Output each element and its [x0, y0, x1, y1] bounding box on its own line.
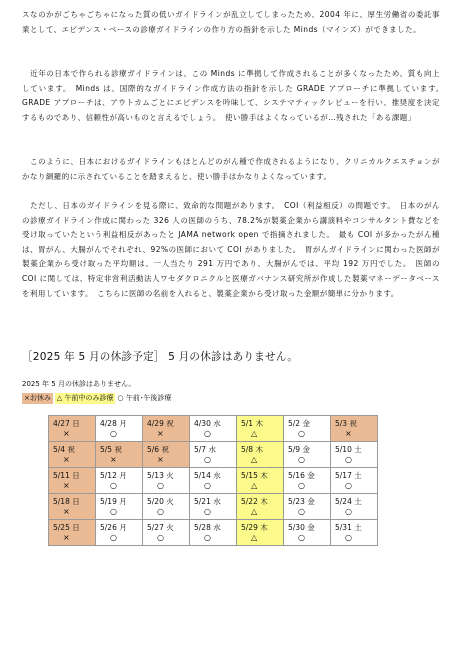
calendar-day-cell [331, 468, 378, 494]
calendar-day-status-mark: × [157, 455, 164, 464]
calendar-day-cell [49, 520, 96, 546]
calendar-day-status-mark: ○ [110, 507, 117, 516]
legend-closed: ×お休み [24, 394, 51, 402]
calendar-day-date: 5/18 日 [53, 497, 80, 506]
calendar-day-status-mark: ○ [298, 533, 305, 542]
calendar-day-date: 4/30 水 [194, 419, 221, 428]
calendar-day-cell [284, 468, 331, 494]
calendar-day-date: 5/21 水 [194, 497, 221, 506]
calendar-day-date: 5/14 水 [194, 471, 221, 480]
calendar-day-status-mark: △ [251, 481, 258, 490]
calendar-day-date: 5/30 金 [288, 523, 315, 532]
calendar-day-cell [143, 442, 190, 468]
calendar-day-status-mark: ○ [298, 429, 305, 438]
calendar-day-cell [237, 416, 284, 442]
calendar-day-status-mark: ○ [157, 481, 164, 490]
paragraph-usability: このように、日本におけるガイドラインもほとんどのがん種で作成されるようになり、クリニカルクエスチョンがかなり網羅的に示されていることを踏まえると、使い勝手はかなりよくなっています。 [22, 157, 440, 181]
calendar-day-date: 5/16 金 [288, 471, 315, 480]
calendar-day-status-mark: ○ [110, 481, 117, 490]
calendar-week-row [49, 494, 378, 520]
calendar-day-cell [96, 494, 143, 520]
calendar-day-cell [237, 520, 284, 546]
calendar-day-date: 5/27 火 [147, 523, 174, 532]
calendar-day-cell [190, 416, 237, 442]
calendar-day-cell [237, 494, 284, 520]
calendar-day-date: 5/7 水 [194, 445, 216, 454]
calendar-day-date: 5/19 月 [100, 497, 127, 506]
paragraph-minds-origin: スなのかがごちゃごちゃになった質の低いガイドラインが乱立してしまったため、2004 年に、厚生労働省の委託事業として、エビデンス・ベースの診療ガイドラインの作り方の指針を示した Minds（マインズ）ができました。 [22, 10, 440, 34]
calendar-day-date: 5/4 祝 [53, 445, 75, 454]
calendar-day-status-mark: ○ [157, 507, 164, 516]
calendar-day-cell [96, 468, 143, 494]
calendar-day-date: 5/25 日 [53, 523, 80, 532]
paragraph-coi-problem: ただし、日本のガイドラインを見る際に、致命的な問題があります。 COI（利益相反）の問題です。 日本のがんの診療ガイドライン作成に関わった 326 人の医師のうち、78.2%が製薬企業から講演料やコンサルタント費などを受け取っていたという利益相反があったと JAMA network open で指摘されました。 最も COI が多かったがん種は、胃がん、大腸がんでそれぞれ、92%の医師において COI がありました。 胃がんガイドラインに関わった医師が製薬企業から受け取った平均額は、一人当たり 291 万円であり、大腸がんでは、平均 192 万円でした。 医師の COI に関しては、特定非営利活動法人ワセダクロニクルと医療ガバナンス研究所が作成した製薬マネーデータベースを利用しています。 こちらに医師の名前を入れると、製薬企業から受け取った金額が簡単に分かります。 [22, 201, 440, 298]
calendar-day-date: 5/12 月 [100, 471, 127, 480]
calendar-day-cell [96, 416, 143, 442]
calendar-day-cell [331, 416, 378, 442]
calendar-day-status-mark: △ [251, 455, 258, 464]
calendar-day-status-mark: × [63, 429, 70, 438]
calendar-day-status-mark: ○ [204, 533, 211, 542]
calendar-week-row [49, 442, 378, 468]
calendar-day-date: 5/9 金 [288, 445, 310, 454]
calendar-day-date: 4/27 日 [53, 419, 80, 428]
calendar-day-status-mark: × [63, 533, 70, 542]
calendar-day-cell [284, 442, 331, 468]
calendar-day-cell [237, 468, 284, 494]
calendar-day-status-mark: ○ [204, 507, 211, 516]
calendar-day-date: 5/28 水 [194, 523, 221, 532]
calendar-day-cell [331, 520, 378, 546]
calendar-day-status-mark: × [63, 455, 70, 464]
calendar-day-status-mark: ○ [298, 507, 305, 516]
calendar-day-status-mark: ○ [345, 455, 352, 464]
calendar-day-cell [284, 494, 331, 520]
calendar-day-cell [190, 494, 237, 520]
calendar-day-status-mark: × [345, 429, 352, 438]
calendar-day-cell [96, 520, 143, 546]
calendar-day-date: 5/26 月 [100, 523, 127, 532]
calendar-day-cell [49, 416, 96, 442]
closure-schedule-heading: ［2025 年 5 月の休診予定］ 5 月の休診はありません。 [22, 351, 298, 363]
calendar-day-status-mark: ○ [298, 481, 305, 490]
calendar-day-date: 5/31 土 [335, 523, 362, 532]
calendar-day-date: 5/23 金 [288, 497, 315, 506]
calendar-day-cell [331, 442, 378, 468]
calendar-day-date: 5/6 祝 [147, 445, 169, 454]
calendar-day-cell [190, 442, 237, 468]
calendar-day-status-mark: ○ [345, 533, 352, 542]
closure-calendar [48, 415, 378, 546]
calendar-day-status-mark: × [63, 507, 70, 516]
calendar-day-date: 5/1 木 [241, 419, 263, 428]
calendar-day-date: 5/10 土 [335, 445, 362, 454]
calendar-day-status-mark: ○ [345, 507, 352, 516]
calendar-day-date: 5/15 木 [241, 471, 268, 480]
calendar-day-status-mark: △ [251, 429, 258, 438]
calendar-day-date: 5/20 火 [147, 497, 174, 506]
calendar-legend [22, 393, 173, 404]
calendar-day-status-mark: ○ [110, 429, 117, 438]
calendar-day-cell [143, 520, 190, 546]
calendar-day-status-mark: ○ [157, 533, 164, 542]
calendar-day-cell [49, 468, 96, 494]
calendar-day-cell [143, 468, 190, 494]
calendar-day-cell [190, 520, 237, 546]
calendar-day-status-mark: × [110, 455, 117, 464]
calendar-day-status-mark: ○ [298, 455, 305, 464]
calendar-day-cell [143, 494, 190, 520]
calendar-day-status-mark: △ [251, 533, 258, 542]
calendar-day-cell [237, 442, 284, 468]
paragraph-grade-approach: 近年の日本で作られる診療ガイドラインは、この Minds に準拠して作成されることが多くなったため、質も向上しています。 Minds は、国際的なガイドライン作成方法の指針を示した GRADE アプローチに準拠しています。 GRADE アプローチは、アウトカムごとにエビデンスを吟味して、システマティックレビューを行い、推奨度を決定するものであり、信頼性が高いものと言えるでしょう。 使い勝手はよくなっているが…残された「ある課題」 [22, 69, 448, 122]
calendar-day-status-mark: ○ [204, 481, 211, 490]
calendar-day-cell [190, 468, 237, 494]
calendar-week-row [49, 520, 378, 546]
calendar-day-date: 5/5 祝 [100, 445, 122, 454]
calendar-day-date: 5/22 木 [241, 497, 268, 506]
calendar-day-date: 5/2 金 [288, 419, 310, 428]
calendar-day-date: 4/29 祝 [147, 419, 174, 428]
calendar-day-cell [331, 494, 378, 520]
calendar-day-cell [49, 494, 96, 520]
calendar-day-date: 5/13 火 [147, 471, 174, 480]
calendar-day-cell [284, 416, 331, 442]
calendar-week-row [49, 416, 378, 442]
calendar-day-status-mark: × [63, 481, 70, 490]
legend-morning-only: △ 午前中のみ診療 [56, 394, 114, 402]
calendar-day-cell [143, 416, 190, 442]
calendar-day-status-mark: × [157, 429, 164, 438]
calendar-day-status-mark: ○ [345, 481, 352, 490]
calendar-day-date: 5/3 祝 [335, 419, 357, 428]
calendar-day-date: 5/17 土 [335, 471, 362, 480]
calendar-day-status-mark: ○ [110, 533, 117, 542]
calendar-caption: 2025 年 5 月の休診はありません。 [22, 380, 136, 388]
calendar-day-date: 5/29 木 [241, 523, 268, 532]
calendar-day-cell [96, 442, 143, 468]
calendar-day-cell [284, 520, 331, 546]
calendar-day-date: 5/8 木 [241, 445, 263, 454]
legend-full-day: ○ 午前･午後診療 [117, 394, 172, 402]
calendar-week-row [49, 468, 378, 494]
calendar-day-cell [49, 442, 96, 468]
calendar-day-date: 5/24 土 [335, 497, 362, 506]
calendar-day-date: 4/28 月 [100, 419, 127, 428]
calendar-day-status-mark: ○ [204, 429, 211, 438]
calendar-day-status-mark: ○ [204, 455, 211, 464]
calendar-day-status-mark: △ [251, 507, 258, 516]
calendar-day-date: 5/11 日 [53, 471, 80, 480]
